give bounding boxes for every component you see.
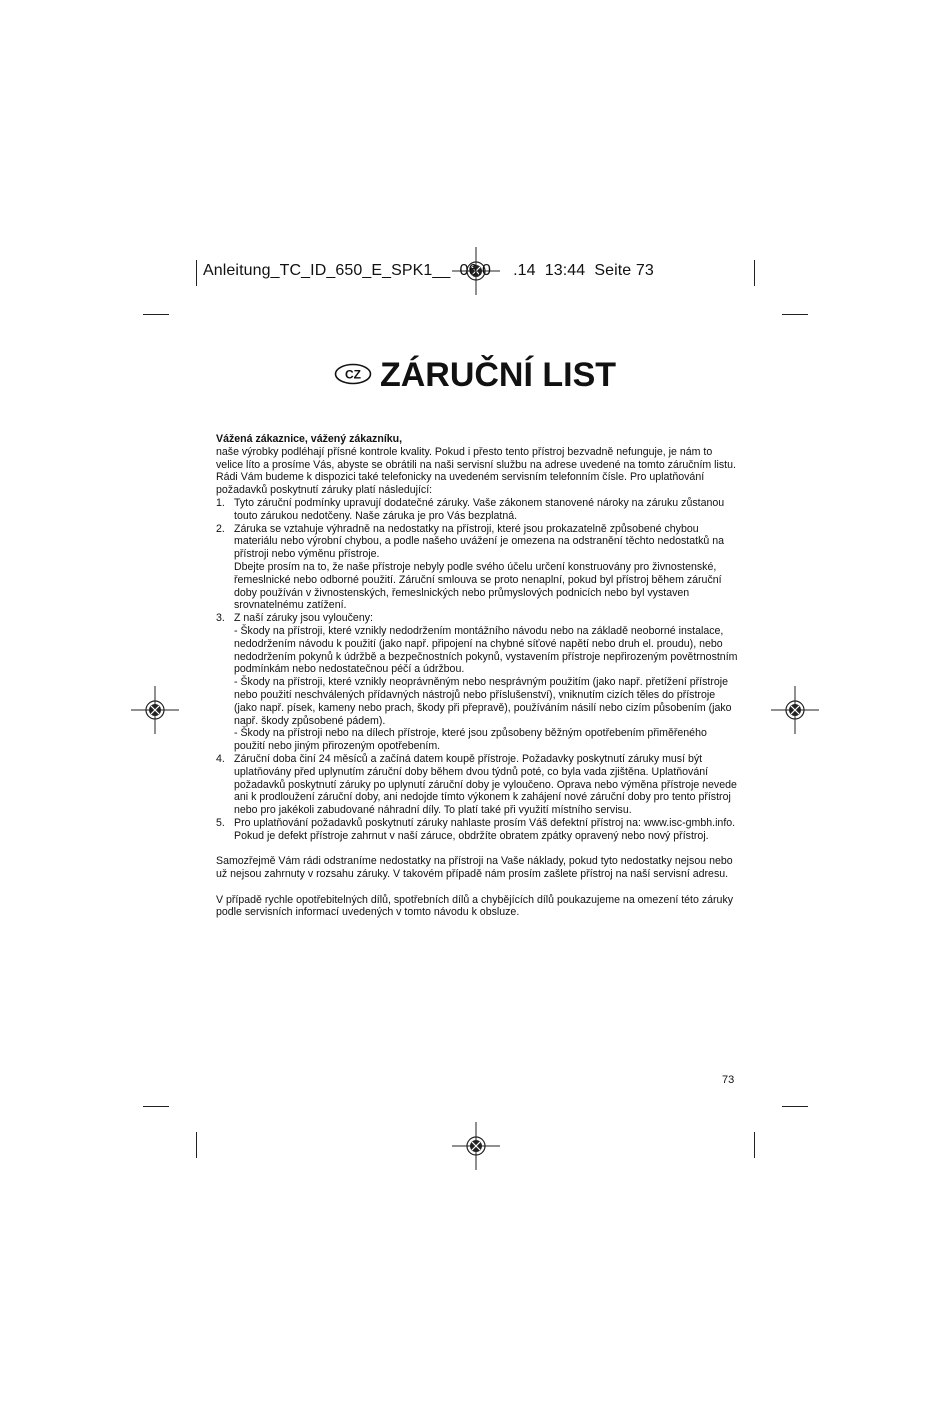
list-item-number: 3. <box>216 612 225 625</box>
country-badge-label: CZ <box>344 367 361 382</box>
list-item-text: Tyto záruční podmínky upravují dodatečné záruky. Vaše zákonem stanovené nároky na záruku zůstanou touto zárukou nedotčeny. Naše záruka je pro Vás bezplatná. <box>234 496 725 522</box>
list-item-number: 4. <box>216 752 225 765</box>
page-title-text: ZÁRUČNÍ LIST <box>379 356 617 394</box>
crop-mark-bottom-left-horizontal <box>143 1106 169 1107</box>
crop-mark-bottom-right-horizontal <box>782 1106 808 1107</box>
list-item <box>216 817 738 843</box>
page-number: 73 <box>722 1074 735 1086</box>
list-item-text: Záruční doba činí 24 měsíců a začíná datem koupě přístroje. Požadavky poskytnutí záruky musí být uplatňovány před uplynutím záruční doby během dvou týdnů poté, co byla vada zjištěna. Uplatňování požadavků poskytnutí záruky po uplynutí záruční doby je vyloučeno. Oprava nebo výměna přístroje nevede ani k prodloužení záruční doby, ani nedojde tímto výkonem k zahájení nové záruční doby pro tento přístroj nebo pro jakékoli zabudované náhradní díly. To platí také při využití místního servisu. <box>234 752 737 817</box>
registration-mark-right-icon <box>771 686 819 734</box>
crop-mark-bottom-left-vertical <box>196 1132 197 1158</box>
paragraph-spacer <box>216 843 738 856</box>
repair-paragraph: Samozřejmě Vám rádi odstraníme nedostatky na přístroji na Vaše náklady, pokud tyto nedostatky nejsou nebo už nejsou zahrnuty v rozsahu záruky. V takovém případě nám prosím zašlete přístroj na naší servisní adresu. <box>216 855 733 881</box>
list-item <box>216 497 738 523</box>
registration-mark-bottom-icon <box>452 1122 500 1170</box>
paragraph-spacer <box>216 881 738 894</box>
greeting: Vážená zákaznice, vážený zákazníku, <box>216 433 403 445</box>
registration-mark-left-icon <box>131 686 179 734</box>
warranty-text <box>216 433 738 919</box>
crop-mark-top-left-vertical <box>196 260 197 286</box>
country-badge-oval-icon <box>334 363 372 385</box>
list-item-number: 5. <box>216 816 225 829</box>
intro-paragraph: naše výrobky podléhají přísné kontrole kvality. Pokud i přesto tento přístroj bezvadně nefunguje, je nám to velice líto a prosíme Vás, abyste se obrátili na naši servisní službu na adrese uvedené na tomto záručním listu. Rádi Vám budeme k dispozici také telefonicky na uvedeném servisním telefonním čísle. Pro uplatňování požadavků poskytnutí záruky platí následující: <box>216 445 736 497</box>
list-item-text: Pro uplatňování požadavků poskytnutí záruky nahlaste prosím Váš defektní přístroj na: www.isc-gmbh.info. Pokud je defekt přístroje zahrnut v naší záruce, obdržíte obratem zpátky opravený nebo nový přístroj. <box>234 816 736 842</box>
country-badge <box>334 355 372 394</box>
list-item <box>216 753 738 817</box>
slug-right-text: .14 13:44 Seite 73 <box>513 262 654 279</box>
wear-parts-paragraph: V případě rychle opotřebitelných dílů, spotřebních dílů a chybějících dílů poukazujeme na omezení této záruky podle servisních informací uvedených v tomto návodu k obsluze. <box>216 893 734 919</box>
page-title <box>0 356 950 397</box>
list-item-text: Dbejte prosím na to, že naše přístroje nebyly podle svého účelu určení konstruovány pro živnostenské, řemeslnické nebo odborné použití. Záruční smlouva se proto nenaplní, pokud byl přístroj během záruční doby používán v živnostenských, řemeslnických nebo průmyslových podnicích nebo byl vystaven srovnatelnému zatížení. <box>234 560 722 612</box>
list-item <box>216 523 738 613</box>
list-item-text: - Škody na přístroji, které vznikly nedodržením montážního návodu nebo na základě neoborné instalace, nedodržením návodu k použití (jako např. připojení na chybné síťové napětí nebo druh el. proudu), nebo nedodržením pokynů k údržbě a bezpečnostních pokynů, vystavením přístroje nepřirozeným povětrnostním podmínkám nebo nedostatečnou péčí a údržbou. <box>234 624 738 676</box>
crop-mark-top-right-vertical <box>754 260 755 286</box>
list-item-text: - Škody na přístroji, které vznikly neoprávněným nebo nesprávným použitím (jako např. přetížení přístroje nebo použití neschválených přídavných nástrojů nebo příslušenství), vniknutím cizích těles do přístroje (jako např. písek, kameny nebo prach, škody při přepravě), používáním násilí nebo cizím působením (jako např. škody způsobené pádem). <box>234 676 732 727</box>
list-item <box>216 612 738 753</box>
list-item-text: Z naší záruky jsou vyloučeny: <box>234 612 373 625</box>
warranty-conditions-list <box>216 497 738 843</box>
crop-mark-top-right-horizontal <box>782 314 808 315</box>
printer-slug-line <box>203 262 654 280</box>
slug-left-text: Anleitung_TC_ID_650_E_SPK1__ 06.0 <box>203 262 492 279</box>
list-item-number: 2. <box>216 522 225 535</box>
list-item-text: Záruka se vztahuje výhradně na nedostatky na přístroji, které jsou prokazatelně způsobené chybou materiálu nebo výrobní chybou, a podle našeho uvážení je omezena na odstranění těchto nedostatků na přístroji nebo výměnu přístroje. <box>234 522 725 561</box>
crop-mark-top-left-horizontal <box>143 314 169 315</box>
list-item-number: 1. <box>216 496 225 509</box>
crop-mark-bottom-right-vertical <box>754 1132 755 1158</box>
list-item-text: - Škody na přístroji nebo na dílech přístroje, které jsou způsobeny běžným opotřebením přiměřeného použití nebo jiným přirozeným opotřebením. <box>234 727 707 753</box>
